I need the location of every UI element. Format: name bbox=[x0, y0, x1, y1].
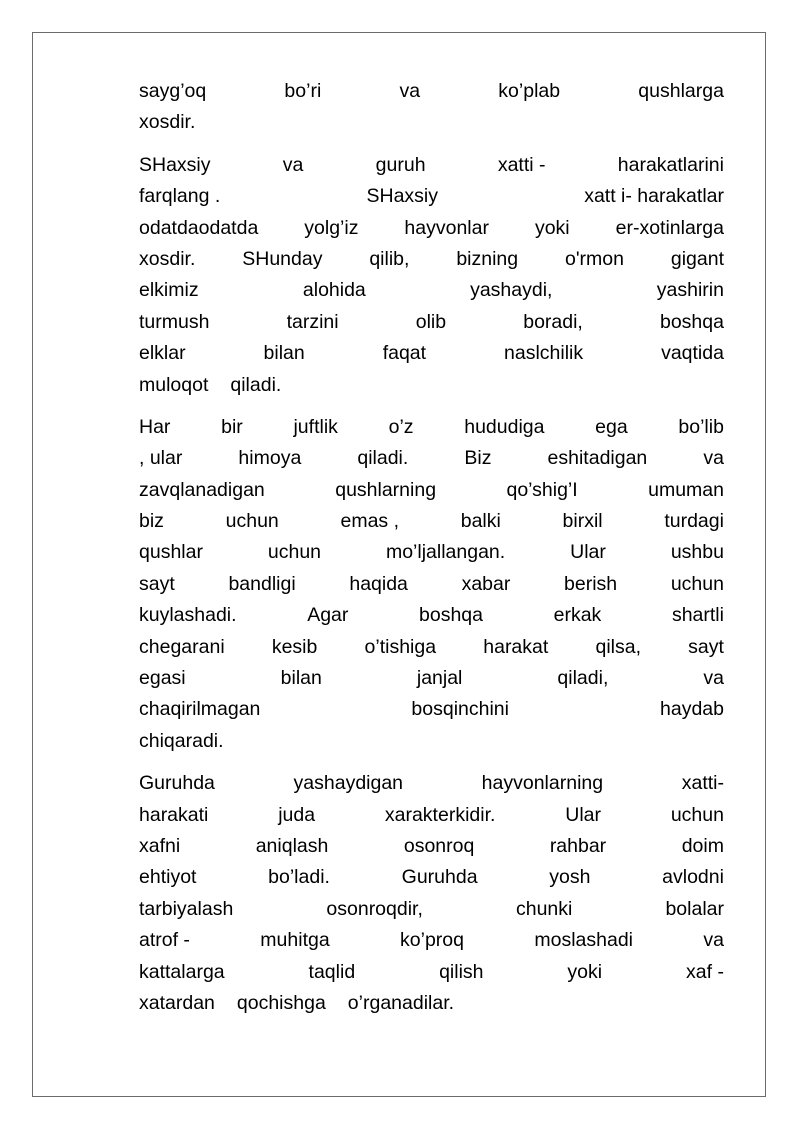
word: va bbox=[282, 153, 304, 176]
word: ushbu bbox=[670, 541, 724, 564]
word: Ular bbox=[570, 541, 606, 564]
word: xaf - bbox=[686, 960, 724, 983]
word: yashaydigan bbox=[293, 772, 404, 795]
word: sayt bbox=[139, 572, 175, 595]
word: bandligi bbox=[228, 572, 296, 595]
word: qiladi. bbox=[230, 373, 282, 396]
word: guruh bbox=[375, 153, 426, 176]
word: vaqtida bbox=[661, 342, 724, 365]
word: qochishga bbox=[236, 991, 326, 1014]
word: faqat bbox=[382, 342, 427, 365]
word: qilsa, bbox=[595, 635, 641, 658]
word: SHaxsiy bbox=[139, 153, 211, 176]
word: elkimiz bbox=[139, 279, 199, 302]
word: osonroq bbox=[403, 834, 475, 857]
word: taqlid bbox=[308, 960, 356, 983]
text-line bbox=[139, 213, 724, 244]
word: bolalar bbox=[665, 897, 724, 920]
word: aniqlash bbox=[255, 834, 329, 857]
text-line bbox=[139, 307, 724, 338]
word: zavqlanadigan bbox=[139, 478, 265, 501]
text-line bbox=[139, 338, 724, 369]
word: haqida bbox=[349, 572, 408, 595]
word: Guruhda bbox=[401, 866, 478, 889]
text-line bbox=[139, 150, 724, 181]
text-line bbox=[139, 831, 724, 862]
word: sayg’oq bbox=[139, 80, 207, 102]
text-line bbox=[139, 862, 724, 893]
word: odatdaodatda bbox=[139, 216, 259, 239]
word: bo’lib bbox=[678, 415, 724, 438]
text-line bbox=[139, 443, 724, 474]
word: ehtiyot bbox=[139, 866, 197, 889]
word: SHunday bbox=[242, 247, 323, 270]
word: elklar bbox=[139, 342, 186, 365]
text-line bbox=[139, 726, 724, 757]
word: uchun bbox=[670, 572, 724, 595]
word: balki bbox=[460, 510, 501, 533]
document-body bbox=[139, 76, 724, 1019]
paragraph-gap bbox=[139, 139, 724, 150]
word: birxil bbox=[562, 510, 603, 533]
word: xatti - bbox=[497, 153, 546, 176]
word: muhitga bbox=[260, 929, 330, 952]
word: , ular bbox=[139, 447, 183, 470]
word: qiladi, bbox=[557, 667, 609, 690]
text-line bbox=[139, 370, 724, 401]
text-line bbox=[139, 988, 724, 1019]
word: eshitadigan bbox=[547, 447, 648, 470]
word: harakatlarini bbox=[617, 153, 724, 176]
text-line bbox=[139, 275, 724, 306]
text-line bbox=[139, 475, 724, 506]
word: qiladi. bbox=[357, 447, 409, 470]
word: kuylashadi. bbox=[139, 604, 237, 627]
word: avlodni bbox=[662, 866, 724, 889]
word: hayvonlar bbox=[404, 216, 489, 239]
word: chegarani bbox=[139, 635, 225, 658]
word: yashaydi, bbox=[470, 279, 553, 302]
word: himoya bbox=[238, 447, 302, 470]
word: muloqot bbox=[139, 373, 209, 396]
word: ega bbox=[595, 415, 628, 438]
word: xosdir. bbox=[139, 247, 196, 270]
word: xafni bbox=[139, 834, 181, 857]
word: qushlarga bbox=[638, 80, 724, 102]
word: er-xotinlarga bbox=[615, 216, 724, 239]
word: qo’shig’I bbox=[506, 478, 578, 501]
word: farqlang . bbox=[139, 185, 221, 208]
word: berish bbox=[564, 572, 618, 595]
word: uchun bbox=[267, 541, 322, 564]
word: Har bbox=[139, 415, 171, 438]
word: kattalarga bbox=[139, 960, 225, 983]
word: boradi, bbox=[523, 310, 583, 333]
word: boshqa bbox=[419, 604, 483, 627]
word: gigant bbox=[670, 247, 724, 270]
word: alohida bbox=[302, 279, 366, 302]
paragraph bbox=[139, 150, 724, 401]
paragraph bbox=[139, 412, 724, 757]
word: bo’ladi. bbox=[268, 866, 330, 889]
word: SHaxsiy bbox=[366, 185, 439, 208]
word: juftlik bbox=[293, 415, 338, 438]
word: osonroqdir, bbox=[326, 897, 423, 920]
word: bo’ri bbox=[284, 80, 322, 102]
word: qushlar bbox=[139, 541, 203, 564]
word: chiqaradi. bbox=[139, 729, 224, 752]
word: egasi bbox=[139, 667, 186, 690]
word: va bbox=[399, 80, 421, 102]
word: va bbox=[703, 447, 724, 470]
paragraph-gap bbox=[139, 401, 724, 412]
word: bir bbox=[221, 415, 243, 438]
word: o’rganadilar. bbox=[347, 991, 455, 1014]
word: Agar bbox=[307, 604, 349, 627]
text-line bbox=[139, 957, 724, 988]
word: kesib bbox=[271, 635, 318, 658]
word: o’tishiga bbox=[364, 635, 437, 658]
word: tarzini bbox=[286, 310, 339, 333]
word: o'rmon bbox=[564, 247, 624, 270]
word: chunki bbox=[515, 897, 573, 920]
word: xatt i- harakatlar bbox=[584, 185, 724, 208]
word: bosqinchini bbox=[411, 698, 509, 721]
word: yashirin bbox=[656, 279, 724, 302]
text-line bbox=[139, 244, 724, 275]
text-line bbox=[139, 107, 724, 138]
word: va bbox=[703, 667, 724, 690]
word: uchun bbox=[670, 803, 724, 826]
word: umuman bbox=[648, 478, 724, 501]
word: qilib, bbox=[369, 247, 410, 270]
word: yosh bbox=[549, 866, 591, 889]
word: turdagi bbox=[664, 510, 724, 533]
word: qilish bbox=[439, 960, 484, 983]
word: xabar bbox=[461, 572, 511, 595]
text-line bbox=[139, 506, 724, 537]
word: bizning bbox=[456, 247, 519, 270]
word: mo’ljallangan. bbox=[385, 541, 506, 564]
word: xatti- bbox=[681, 772, 724, 795]
word: boshqa bbox=[659, 310, 724, 333]
word: yolg’iz bbox=[304, 216, 359, 239]
word: atrof - bbox=[139, 929, 190, 952]
paragraph-gap bbox=[139, 757, 724, 768]
word: ko’plab bbox=[498, 80, 561, 102]
word: chaqirilmagan bbox=[139, 698, 261, 721]
word: va bbox=[703, 929, 724, 952]
word: Guruhda bbox=[139, 772, 215, 795]
text-line bbox=[139, 600, 724, 631]
text-line bbox=[139, 632, 724, 663]
word: ko’proq bbox=[400, 929, 464, 952]
word: xatardan bbox=[139, 991, 215, 1014]
word: xarakterkidir. bbox=[384, 803, 496, 826]
word: haydab bbox=[660, 698, 724, 721]
word: uchun bbox=[225, 510, 279, 533]
word: janjal bbox=[416, 667, 463, 690]
text-line bbox=[139, 694, 724, 725]
text-line bbox=[139, 76, 724, 107]
text-line bbox=[139, 412, 724, 443]
paragraph bbox=[139, 76, 724, 139]
word: erkak bbox=[553, 604, 602, 627]
word: shartli bbox=[671, 604, 724, 627]
text-line bbox=[139, 537, 724, 568]
word: emas , bbox=[340, 510, 400, 533]
word: harakat bbox=[483, 635, 549, 658]
word: hayvonlarning bbox=[481, 772, 604, 795]
word: juda bbox=[278, 803, 316, 826]
paragraph bbox=[139, 768, 724, 1019]
word: Biz bbox=[464, 447, 492, 470]
word: tarbiyalash bbox=[139, 897, 234, 920]
text-line bbox=[139, 768, 724, 799]
word: hududiga bbox=[464, 415, 545, 438]
text-line bbox=[139, 181, 724, 212]
word: xosdir. bbox=[139, 111, 196, 134]
word: Ular bbox=[565, 803, 601, 826]
word: olib bbox=[415, 310, 447, 333]
word: yoki bbox=[534, 216, 570, 239]
word: harakati bbox=[139, 803, 209, 826]
word: sayt bbox=[688, 635, 724, 658]
word: moslashadi bbox=[534, 929, 633, 952]
text-line bbox=[139, 925, 724, 956]
text-line bbox=[139, 894, 724, 925]
word: qushlarning bbox=[335, 478, 437, 501]
word: doim bbox=[681, 834, 724, 857]
word: o’z bbox=[388, 415, 414, 438]
word: naslchilik bbox=[504, 342, 584, 365]
text-line bbox=[139, 569, 724, 600]
word: rahbar bbox=[549, 834, 607, 857]
word: turmush bbox=[139, 310, 210, 333]
word: bilan bbox=[280, 667, 322, 690]
text-line bbox=[139, 800, 724, 831]
text-line bbox=[139, 663, 724, 694]
word: bilan bbox=[263, 342, 305, 365]
word: biz bbox=[139, 510, 164, 533]
word: yoki bbox=[567, 960, 603, 983]
